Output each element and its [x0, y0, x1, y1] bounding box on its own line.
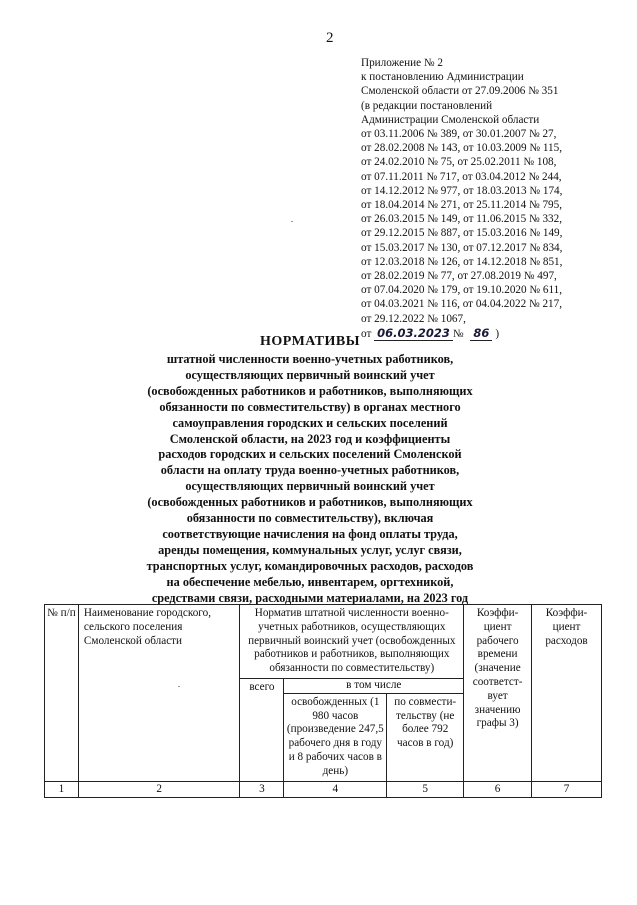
- subtitle-line: области на оплату труда военно-учетных работников,: [160, 463, 460, 478]
- subtitle-line: на обеспечение мебелью, инвентарем, оргтехникой,: [166, 574, 454, 589]
- column-number: 1: [45, 781, 79, 798]
- subtitle-line: (освобожденных работников и работников, выполняющих: [147, 383, 473, 398]
- document-title-block: [125, 334, 495, 607]
- header-number: № п/п: [45, 605, 79, 782]
- appendix-header: [361, 56, 631, 341]
- table-header-row: [45, 605, 602, 679]
- appendix-line: от 07.11.2011 № 717, от 03.04.2012 № 244,: [361, 170, 562, 183]
- subtitle-line: Смоленской области, на 2023 год и коэффициенты: [169, 431, 451, 446]
- column-number: 5: [387, 781, 464, 798]
- column-number: 6: [464, 781, 532, 798]
- appendix-line: Администрации Смоленской области: [361, 113, 540, 126]
- appendix-line: от 14.12.2012 № 977, от 18.03.2013 № 174,: [361, 184, 563, 197]
- appendix-line: Смоленской области от 27.09.2006 № 351: [361, 85, 559, 98]
- subtitle-line: осуществляющих первичный воинский учет: [185, 367, 435, 382]
- appendix-line: от 04.03.2021 № 116, от 04.04.2022 № 217,: [361, 298, 563, 311]
- header-settlement-name: Наименование городского, сельского поселения Смоленской области: [78, 605, 240, 782]
- subtitle-line: обязанности по совместительству), включая: [186, 511, 434, 526]
- appendix-line: от 24.02.2010 № 75, от 25.02.2011 № 108,: [361, 156, 557, 169]
- header-released-workers: освобожденных (1 980 часов (произведение 247,5 рабочего дня в году и 8 рабочих часов в день): [284, 693, 387, 781]
- subtitle-line: (освобожденных работников и работников, выполняющих: [147, 495, 473, 510]
- appendix-line: от 29.12.2022 № 1067,: [361, 312, 466, 325]
- scan-speck: [178, 686, 180, 687]
- appendix-line: от 12.03.2018 № 126, от 14.12.2018 № 851,: [361, 255, 563, 268]
- appendix-line: от 29.12.2015 № 887, от 15.03.2016 № 149,: [361, 227, 563, 240]
- subtitle-line: средствами связи, расходными материалами, на 2023 год: [151, 590, 469, 605]
- subtitle-line: соответствующие начисления на фонд оплаты труда,: [162, 526, 458, 541]
- appendix-line: от 07.04.2020 № 179, от 19.10.2020 № 611,: [361, 284, 563, 297]
- norms-table: [44, 604, 602, 798]
- appendix-line: Приложение № 2: [361, 57, 443, 69]
- appendix-line: от 03.11.2006 № 389, от 30.01.2007 № 27,: [361, 128, 557, 141]
- scan-speck: [291, 221, 293, 222]
- subtitle-line: штатной численности военно-учетных работников,: [166, 352, 454, 366]
- closing-paren: ): [495, 327, 500, 340]
- column-number: 3: [240, 781, 284, 798]
- header-including: в том числе: [284, 678, 464, 693]
- header-staff-norm: Норматив штатной численности военно-учетных работников, осуществляющих первичный воинский учет (освобожденных работников и работников, выполняющих обязанности по совместительству): [240, 605, 464, 679]
- document-title: НОРМАТИВЫ: [260, 334, 360, 349]
- handwritten-number: 86: [470, 326, 492, 341]
- column-number: 4: [284, 781, 387, 798]
- subtitle-line: осуществляющих первичный воинский учет: [185, 479, 435, 494]
- column-number: 2: [78, 781, 240, 798]
- subtitle-line: транспортных услуг, командировочных расходов, расходов: [146, 558, 474, 573]
- signature-prefix: от: [361, 327, 372, 340]
- appendix-line: от 28.02.2019 № 77, от 27.08.2019 № 497,: [361, 270, 557, 283]
- appendix-line: к постановлению Администрации: [361, 71, 524, 84]
- appendix-line: от 18.04.2014 № 271, от 25.11.2014 № 795,: [361, 199, 563, 212]
- column-numbers-row: [45, 781, 602, 798]
- appendix-line: от 26.03.2015 № 149, от 11.06.2015 № 332,: [361, 213, 563, 226]
- appendix-line: от 15.03.2017 № 130, от 07.12.2017 № 834,: [361, 241, 563, 254]
- header-part-time: по совмести-тельству (не более 792 часов в год): [387, 693, 464, 781]
- subtitle-line: обязанности по совместительству) в органах местного: [159, 399, 461, 414]
- subtitle-line: аренды помещения, коммунальных услуг, услуг связи,: [158, 542, 462, 557]
- appendix-line: от 28.02.2008 № 143, от 10.03.2009 № 115,: [361, 142, 563, 155]
- header-time-coefficient: Коэффи-циент рабочего времени (значение соответст-вует значению графы 3): [464, 605, 532, 782]
- header-total: всего: [240, 678, 284, 781]
- subtitle-line: самоуправления городских и сельских поселений: [172, 415, 448, 430]
- column-number: 7: [532, 781, 602, 798]
- number-sign: №: [452, 327, 464, 340]
- page-number: 2: [326, 30, 334, 46]
- subtitle-line: расходов городских и сельских поселений Смоленской: [158, 447, 462, 462]
- handwritten-date: 06.03.2023: [374, 326, 453, 341]
- appendix-line: (в редакции постановлений: [361, 99, 493, 112]
- header-cost-coefficient: Коэффи-циент расходов: [532, 605, 602, 782]
